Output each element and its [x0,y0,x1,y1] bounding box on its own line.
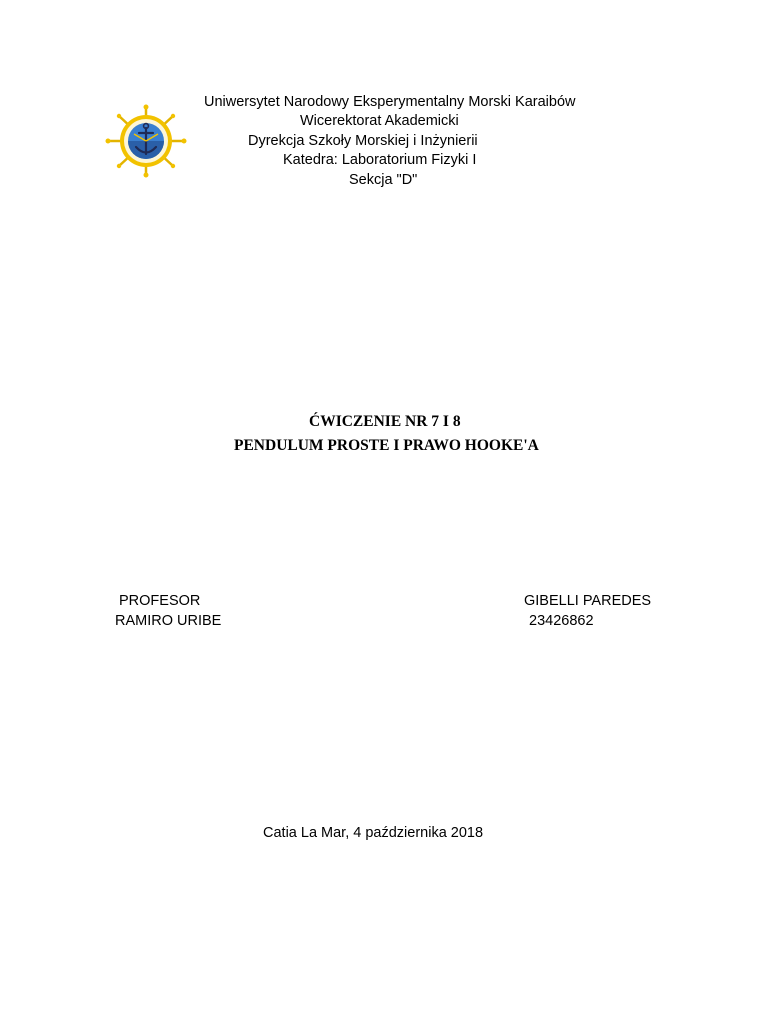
professor-name: RAMIRO URIBE [115,613,222,629]
place-and-date: Catia La Mar, 4 października 2018 [263,825,484,841]
professor-label: PROFESOR [119,593,201,609]
exercise-subtitle: PENDULUM PROSTE I PRAWO HOOKE'A [234,437,539,454]
department: Katedra: Laboratorium Fizyki I [283,152,477,168]
school-directorate: Dyrekcja Szkoły Morskiej i Inżynierii [248,133,478,149]
student-id: 23426862 [529,613,594,629]
exercise-title: ĆWICZENIE NR 7 I 8 [309,413,461,430]
university-name: Uniwersytet Narodowy Eksperymentalny Morski Karaibów [204,94,576,110]
student-name: GIBELLI PAREDES [524,593,652,609]
section: Sekcja "D" [349,172,418,188]
vice-rectorate: Wicerektorat Akademicki [300,113,459,129]
university-seal-icon [104,104,188,178]
